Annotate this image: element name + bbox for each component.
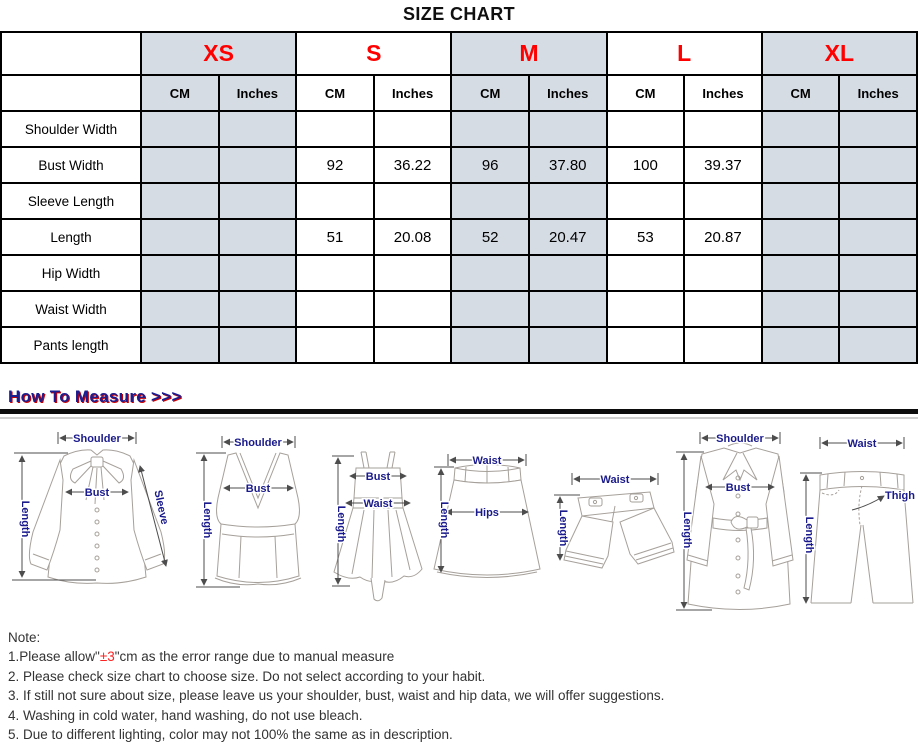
- table-row: [1, 111, 917, 147]
- label-length: Length: [438, 501, 450, 539]
- value-cell: 20.87: [684, 219, 762, 255]
- note-text: 1.Please allow": [8, 649, 100, 665]
- notes-heading: Note:: [8, 630, 41, 645]
- unit-cell: CM: [141, 75, 219, 111]
- value-cell: [529, 111, 607, 147]
- size-header-l: L: [607, 32, 762, 75]
- row-label: Pants length: [1, 327, 141, 363]
- note-error-range: ±3: [99, 649, 115, 665]
- value-cell: 92: [296, 147, 374, 183]
- value-cell: [839, 219, 917, 255]
- diagram-skirt: [434, 454, 540, 578]
- unit-cell: Inches: [684, 75, 762, 111]
- divider-line: [0, 417, 918, 419]
- note-line: 3. If still not sure about size, please leave us your shoulder, bust, waist and hip data, we will offer suggestions.: [8, 688, 665, 704]
- note-line: 4. Washing in cold water, hand washing, do not use bleach.: [8, 707, 363, 723]
- label-bust: Bust: [84, 487, 110, 499]
- diagram-blouse: [12, 432, 170, 583]
- note-line: 2. Please check size chart to choose size. Do not select according to your habit.: [8, 668, 486, 684]
- table-row: [1, 291, 917, 327]
- value-cell: [451, 183, 529, 219]
- note-line: [8, 647, 910, 666]
- value-cell: [296, 111, 374, 147]
- unit-cell: Inches: [529, 75, 607, 111]
- value-cell: 52: [451, 219, 529, 255]
- label-bust: Bust: [725, 482, 751, 494]
- note-text: "cm as the error range due to manual measure: [114, 649, 395, 665]
- value-cell: 96: [451, 147, 529, 183]
- label-shoulder: Shoulder: [716, 433, 764, 445]
- label-hips: Hips: [475, 507, 499, 519]
- row-label: Bust Width: [1, 147, 141, 183]
- value-cell: [684, 111, 762, 147]
- label-waist: Waist: [847, 438, 877, 450]
- value-cell: [219, 291, 297, 327]
- label-waist: Waist: [600, 474, 630, 486]
- value-cell: [219, 111, 297, 147]
- diagram-shorts: [554, 473, 674, 568]
- unit-cell: CM: [607, 75, 685, 111]
- label-shoulder: Shoulder: [73, 433, 121, 445]
- label-thigh: Thigh: [885, 490, 915, 502]
- size-header-s: S: [296, 32, 451, 75]
- value-cell: [374, 291, 452, 327]
- unit-cell: CM: [451, 75, 529, 111]
- corner-cell: [1, 32, 141, 75]
- value-cell: [141, 291, 219, 327]
- diagram-tank-top: [196, 436, 301, 587]
- value-cell: [762, 183, 840, 219]
- value-cell: [141, 183, 219, 219]
- value-cell: [762, 219, 840, 255]
- diagram-slip-dress: [332, 452, 422, 601]
- row-label: Shoulder Width: [1, 111, 141, 147]
- table-row: [1, 327, 917, 363]
- row-label: Sleeve Length: [1, 183, 141, 219]
- table-row: [1, 183, 917, 219]
- divider-bar: [0, 409, 918, 414]
- measure-diagrams: [0, 420, 918, 625]
- label-bust: Bust: [365, 471, 391, 483]
- label-length: Length: [201, 501, 213, 539]
- corner-cell: [1, 75, 141, 111]
- value-cell: 36.22: [374, 147, 452, 183]
- value-cell: [762, 147, 840, 183]
- unit-cell: CM: [762, 75, 840, 111]
- notes: [8, 628, 910, 744]
- value-cell: [839, 111, 917, 147]
- value-cell: [374, 111, 452, 147]
- note-line: 5. Due to different lighting, color may not 100% the same as in description.: [8, 727, 453, 743]
- value-cell: [607, 111, 685, 147]
- value-cell: [219, 147, 297, 183]
- value-cell: 100: [607, 147, 685, 183]
- value-cell: 51: [296, 219, 374, 255]
- label-length: Length: [803, 516, 815, 554]
- value-cell: [762, 111, 840, 147]
- value-cell: [219, 219, 297, 255]
- size-header-m: M: [451, 32, 606, 75]
- value-cell: [607, 291, 685, 327]
- diagram-pants: [800, 437, 915, 603]
- value-cell: [141, 255, 219, 291]
- page-title: SIZE CHART: [403, 4, 515, 24]
- row-label: Length: [1, 219, 141, 255]
- size-header-xs: XS: [141, 32, 296, 75]
- table-row: [1, 219, 917, 255]
- value-cell: [451, 291, 529, 327]
- label-length: Length: [19, 500, 31, 538]
- value-cell: [451, 255, 529, 291]
- value-cell: 20.08: [374, 219, 452, 255]
- unit-cell: Inches: [374, 75, 452, 111]
- diagram-coat: [676, 432, 793, 610]
- value-cell: [762, 327, 840, 363]
- value-cell: [296, 255, 374, 291]
- value-cell: [451, 327, 529, 363]
- value-cell: [684, 255, 762, 291]
- unit-cell: Inches: [839, 75, 917, 111]
- value-cell: [374, 327, 452, 363]
- value-cell: [141, 219, 219, 255]
- value-cell: [607, 327, 685, 363]
- value-cell: [141, 147, 219, 183]
- label-length: Length: [681, 511, 693, 549]
- size-table: [0, 31, 918, 364]
- value-cell: [219, 255, 297, 291]
- label-length: Length: [557, 509, 569, 547]
- value-cell: [762, 291, 840, 327]
- label-sleeve: Sleeve: [151, 489, 171, 526]
- value-cell: [607, 255, 685, 291]
- value-cell: [839, 183, 917, 219]
- value-cell: [141, 111, 219, 147]
- how-to-measure-heading: How To Measure >>>: [8, 387, 182, 406]
- value-cell: [451, 111, 529, 147]
- value-cell: 20.47: [529, 219, 607, 255]
- label-waist: Waist: [472, 455, 502, 467]
- size-header-row: [1, 32, 917, 75]
- value-cell: [296, 327, 374, 363]
- value-cell: [839, 327, 917, 363]
- value-cell: [529, 183, 607, 219]
- value-cell: [839, 291, 917, 327]
- table-row: [1, 147, 917, 183]
- value-cell: [529, 291, 607, 327]
- label-waist: Waist: [363, 498, 393, 510]
- value-cell: [296, 291, 374, 327]
- value-cell: 39.37: [684, 147, 762, 183]
- unit-cell: Inches: [219, 75, 297, 111]
- table-row: [1, 255, 917, 291]
- value-cell: [374, 183, 452, 219]
- value-cell: [529, 327, 607, 363]
- row-label: Hip Width: [1, 255, 141, 291]
- value-cell: [839, 147, 917, 183]
- value-cell: [684, 183, 762, 219]
- value-cell: [374, 255, 452, 291]
- label-length: Length: [335, 505, 347, 543]
- value-cell: [684, 291, 762, 327]
- row-label: Waist Width: [1, 291, 141, 327]
- value-cell: [219, 183, 297, 219]
- size-header-xl: XL: [762, 32, 917, 75]
- unit-cell: CM: [296, 75, 374, 111]
- value-cell: [839, 255, 917, 291]
- value-cell: 53: [607, 219, 685, 255]
- unit-header-row: [1, 75, 917, 111]
- value-cell: [684, 327, 762, 363]
- value-cell: [296, 183, 374, 219]
- value-cell: [219, 327, 297, 363]
- label-shoulder: Shoulder: [234, 437, 282, 449]
- value-cell: [762, 255, 840, 291]
- label-bust: Bust: [245, 483, 271, 495]
- value-cell: 37.80: [529, 147, 607, 183]
- value-cell: [607, 183, 685, 219]
- value-cell: [141, 327, 219, 363]
- value-cell: [529, 255, 607, 291]
